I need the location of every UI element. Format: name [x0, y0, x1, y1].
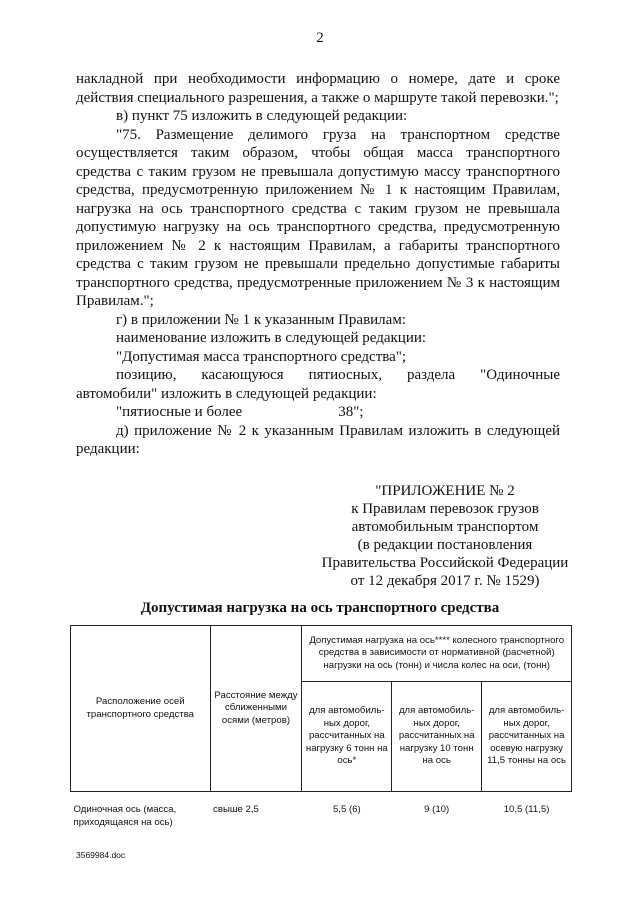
- paragraph-1: накладной при необходимости информацию о номере, дате и сроке действия специального разрешения, а также о маршруте такой перевозки.";: [76, 71, 560, 106]
- appendix-line: "ПРИЛОЖЕНИЕ № 2: [375, 483, 515, 499]
- appendix-line: от 12 декабря 2017 г. № 1529): [350, 573, 540, 589]
- cell-axis: Одиночная ось (масса, приходящаяся на ось): [73, 804, 177, 828]
- cell-distance: свыше 2,5: [213, 804, 259, 815]
- paragraph-d: д) приложение № 2 к указанным Правилам изложить в следующей редакции:: [76, 422, 560, 457]
- table-row: [71, 792, 572, 832]
- header-axle-distance: Расстояние между сближенными осями (метров): [210, 626, 302, 792]
- header-permitted-load: Допустимая нагрузка на ось**** колесного транспортного средства в зависимости от нормативной (расчетной) нагрузки на ось (тонн) и числа колес на оси, (тонн): [302, 626, 572, 682]
- position-line-left: "пятиосные и более: [116, 404, 243, 420]
- paragraph-5: наименование изложить в следующей редакции:: [116, 330, 427, 346]
- appendix-header: [300, 482, 590, 590]
- axle-load-table: [70, 625, 572, 831]
- appendix-line: Правительства Российской Федерации: [321, 555, 569, 571]
- paragraph-4: г) в приложении № 1 к указанным Правилам:: [116, 311, 406, 328]
- paragraph-2: в) пункт 75 изложить в следующей редакции:: [116, 108, 408, 124]
- cell-load-11-5t: 10,5 (11,5): [503, 804, 550, 815]
- paragraph-7: позицию, касающуюся пятиосных, раздела "Одиночные автомобили" изложить в следующей редакции:: [76, 367, 560, 402]
- appendix-line: к Правилам перевозок грузов: [351, 501, 539, 517]
- header-axis-arrangement: Расположение осей транспортного средства: [71, 626, 211, 792]
- position-line-right: 38";: [338, 404, 364, 420]
- paragraph-6: "Допустимая масса транспортного средства";: [116, 348, 407, 365]
- page-number: 2: [316, 30, 324, 46]
- cell-load-6t: 5,5 (6): [332, 804, 361, 815]
- table-title: Допустимая нагрузка на ось транспортного средства: [140, 600, 500, 616]
- subheader-6t: для автомобиль-ных дорог, рассчитанных на нагрузку 6 тонн на ось*: [302, 682, 392, 792]
- cell-load-10t: 9 (10): [424, 804, 450, 815]
- position-line: [76, 403, 560, 422]
- body-text: [76, 70, 560, 459]
- subheader-10t: для автомобиль-ных дорог, рассчитанных на нагрузку 10 тонн на ось: [392, 682, 482, 792]
- doc-footer: 3569984.doc: [76, 850, 126, 860]
- appendix-line: автомобильным транспортом: [351, 519, 539, 535]
- subheader-11-5t: для автомобиль-ных дорог, рассчитанных на осевую нагрузку 11,5 тонны на ось: [482, 682, 572, 792]
- appendix-line: (в редакции постановления: [357, 537, 533, 553]
- paragraph-3: "75. Размещение делимого груза на транспортном средстве осуществляется таким образом, чтобы общая масса транспортного средства с таким грузом не превышала допустимую массу транспортного средства, предусмотренную приложением № 1 к настоящим Правилам, нагрузка на ось транспортного средства с таким грузом не превышала допустимую нагрузку на ось транспортного средства, предусмотренную приложением № 2 к настоящим Правилам, а габариты транспортного средства с таким грузом не превышали предельно допустимые габариты транспортного средства, предусмотренные приложением № 3 к настоящим Правилам.";: [76, 126, 560, 309]
